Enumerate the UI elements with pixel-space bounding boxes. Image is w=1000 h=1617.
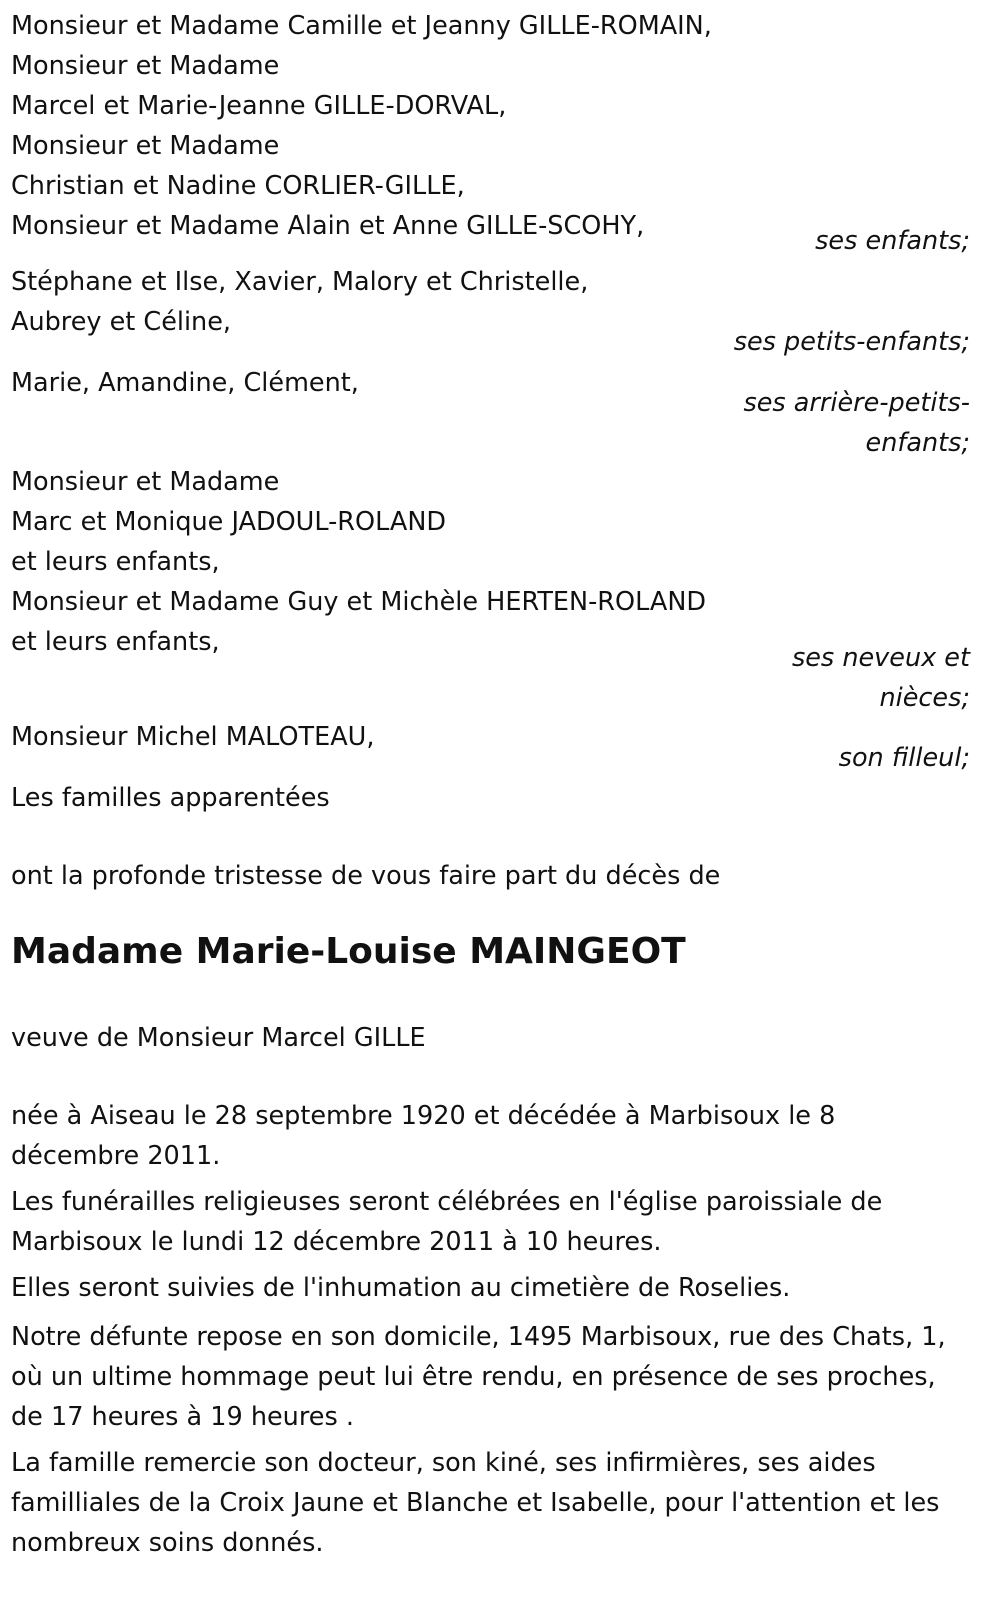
name-line: Stéphane et Ilse, Xavier, Malory et Christelle, [11,267,589,297]
relation-label-great-grandchildren [743,383,970,463]
relation-label-line: enfants; [865,428,970,458]
relation-label-line: ses arrière-petits- [743,388,970,418]
burial-paragraph: Elles seront suivies de l'inhumation au cimetière de Roselies. [11,1273,791,1303]
visitation-paragraph: Notre défunte repose en son domicile, 1495 Marbisoux, rue des Chats, 1, où un ultime hommage peut lui être rendu, en présence de ses proches, de 17 heures à 19 heures . [11,1322,946,1432]
families-line: Les familles apparentées [11,783,330,813]
name-line: Aubrey et Céline, [11,307,232,337]
thanks-paragraph: La famille remercie son docteur, son kiné, ses infirmières, ses aides familliales de la Croix Jaune et Blanche et Isabelle, pour l'attention et les nombreux soins donnés. [11,1448,940,1558]
name-line: Christian et Nadine CORLIER-GILLE, [11,171,465,201]
name-line: Marc et Monique JADOUL-ROLAND [11,507,447,537]
funeral-paragraph: Les funérailles religieuses seront célébrées en l'église paroissiale de Marbisoux le lundi 12 décembre 2011 à 10 heures. [11,1187,883,1257]
nephews-names [11,462,706,662]
name-line: et leurs enfants, [11,547,220,577]
name-line: Marcel et Marie-Jeanne GILLE-DORVAL, [11,91,507,121]
name-line: Monsieur et Madame Camille et Jeanny GILLE-ROMAIN, [11,11,712,41]
name-line: Monsieur et Madame Alain et Anne GILLE-SCOHY, [11,211,645,241]
great-grandchildren-names [11,363,359,403]
name-line: et leurs enfants, [11,627,220,657]
birth-death-paragraph: née à Aiseau le 28 septembre 1920 et décédée à Marbisoux le 8 décembre 2011. [11,1101,836,1171]
name-line: Monsieur et Madame [11,467,280,497]
relation-label-godson: son filleul; [838,743,970,773]
godson-name [11,717,374,757]
relation-label-nephews [792,638,970,718]
name-line: Monsieur et Madame [11,131,280,161]
announcement-line: ont la profonde tristesse de vous faire part du décès de [11,861,721,891]
children-names [11,6,712,246]
relation-label-grandchildren: ses petits-enfants; [733,327,970,357]
relation-label-children: ses enfants; [815,226,970,256]
name-line: Monsieur et Madame [11,51,280,81]
relation-label-line: ses neveux et [791,643,970,673]
name-line: Monsieur et Madame Guy et Michèle HERTEN-ROLAND [11,587,707,617]
relation-label-line: nièces; [879,683,970,713]
name-line: Monsieur Michel MALOTEAU, [11,722,375,752]
widow-line: veuve de Monsieur Marcel GILLE [11,1023,426,1053]
deceased-name: Madame Marie-Louise MAINGEOT [11,931,686,972]
grandchildren-names [11,262,588,342]
name-line: Marie, Amandine, Clément, [11,368,359,398]
